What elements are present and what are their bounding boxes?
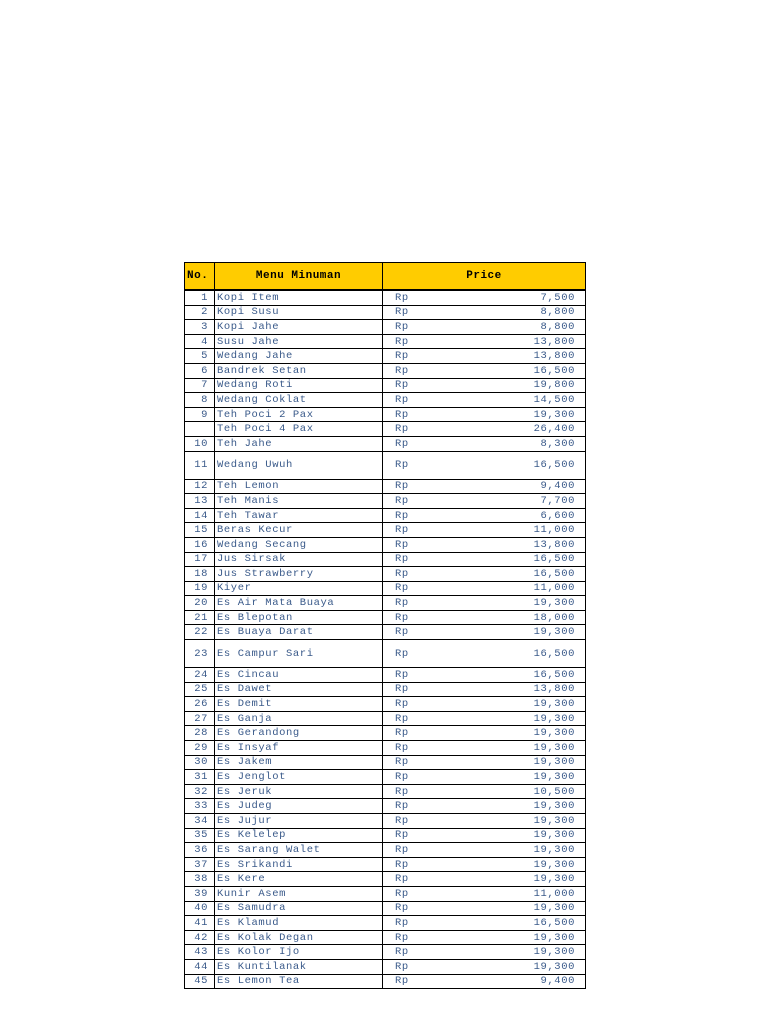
row-currency: Rp bbox=[383, 567, 423, 582]
table-row bbox=[185, 814, 586, 829]
row-price: 11,000 bbox=[423, 523, 586, 538]
table-row bbox=[185, 451, 586, 479]
row-menu-name: Es Ganja bbox=[215, 711, 383, 726]
row-price: 16,500 bbox=[423, 363, 586, 378]
table-row bbox=[185, 930, 586, 945]
row-number bbox=[185, 422, 215, 437]
row-menu-name: Kiyer bbox=[215, 581, 383, 596]
row-menu-name: Beras Kecur bbox=[215, 523, 383, 538]
row-menu-name: Es Lemon Tea bbox=[215, 974, 383, 989]
row-currency: Rp bbox=[383, 799, 423, 814]
row-menu-name: Es Jujur bbox=[215, 814, 383, 829]
table-row bbox=[185, 682, 586, 697]
row-currency: Rp bbox=[383, 349, 423, 364]
table-row bbox=[185, 567, 586, 582]
row-currency: Rp bbox=[383, 726, 423, 741]
row-number: 36 bbox=[185, 843, 215, 858]
row-currency: Rp bbox=[383, 407, 423, 422]
row-number: 25 bbox=[185, 682, 215, 697]
row-price: 16,500 bbox=[423, 451, 586, 479]
row-price: 8,800 bbox=[423, 320, 586, 335]
table-body bbox=[185, 290, 586, 989]
row-currency: Rp bbox=[383, 596, 423, 611]
row-number: 19 bbox=[185, 581, 215, 596]
row-menu-name: Teh Manis bbox=[215, 494, 383, 509]
row-price: 26,400 bbox=[423, 422, 586, 437]
row-currency: Rp bbox=[383, 974, 423, 989]
row-currency: Rp bbox=[383, 857, 423, 872]
table-row bbox=[185, 843, 586, 858]
row-currency: Rp bbox=[383, 930, 423, 945]
table-row bbox=[185, 901, 586, 916]
table-row bbox=[185, 320, 586, 335]
row-price: 19,300 bbox=[423, 770, 586, 785]
row-number: 17 bbox=[185, 552, 215, 567]
row-price: 19,300 bbox=[423, 828, 586, 843]
row-number: 30 bbox=[185, 755, 215, 770]
table-row bbox=[185, 625, 586, 640]
table-row bbox=[185, 959, 586, 974]
row-menu-name: Es Air Mata Buaya bbox=[215, 596, 383, 611]
row-menu-name: Kunir Asem bbox=[215, 886, 383, 901]
row-price: 19,300 bbox=[423, 697, 586, 712]
row-currency: Rp bbox=[383, 436, 423, 451]
row-currency: Rp bbox=[383, 479, 423, 494]
table-header-row bbox=[185, 263, 586, 291]
row-currency: Rp bbox=[383, 784, 423, 799]
row-menu-name: Es Blepotan bbox=[215, 610, 383, 625]
row-currency: Rp bbox=[383, 886, 423, 901]
table-row bbox=[185, 537, 586, 552]
row-price: 8,300 bbox=[423, 436, 586, 451]
row-number: 23 bbox=[185, 640, 215, 668]
row-menu-name: Bandrek Setan bbox=[215, 363, 383, 378]
row-menu-name: Teh Jahe bbox=[215, 436, 383, 451]
row-number: 31 bbox=[185, 770, 215, 785]
row-number: 39 bbox=[185, 886, 215, 901]
row-menu-name: Es Sarang Walet bbox=[215, 843, 383, 858]
row-menu-name: Jus Sirsak bbox=[215, 552, 383, 567]
row-currency: Rp bbox=[383, 741, 423, 756]
column-header-menu: Menu Minuman bbox=[215, 263, 383, 291]
row-currency: Rp bbox=[383, 668, 423, 683]
table-row bbox=[185, 363, 586, 378]
row-menu-name: Es Kelelep bbox=[215, 828, 383, 843]
row-menu-name: Es Campur Sari bbox=[215, 640, 383, 668]
table-row bbox=[185, 697, 586, 712]
table-row bbox=[185, 581, 586, 596]
row-number: 20 bbox=[185, 596, 215, 611]
row-price: 19,300 bbox=[423, 755, 586, 770]
row-number: 16 bbox=[185, 537, 215, 552]
row-currency: Rp bbox=[383, 682, 423, 697]
row-menu-name: Teh Lemon bbox=[215, 479, 383, 494]
table-row bbox=[185, 479, 586, 494]
row-number: 15 bbox=[185, 523, 215, 538]
row-currency: Rp bbox=[383, 494, 423, 509]
row-number: 13 bbox=[185, 494, 215, 509]
row-price: 19,300 bbox=[423, 959, 586, 974]
row-price: 11,000 bbox=[423, 581, 586, 596]
row-price: 16,500 bbox=[423, 916, 586, 931]
row-number: 5 bbox=[185, 349, 215, 364]
row-price: 19,300 bbox=[423, 799, 586, 814]
row-price: 19,300 bbox=[423, 625, 586, 640]
row-currency: Rp bbox=[383, 393, 423, 408]
row-currency: Rp bbox=[383, 552, 423, 567]
row-price: 19,300 bbox=[423, 930, 586, 945]
row-price: 18,000 bbox=[423, 610, 586, 625]
table-row bbox=[185, 407, 586, 422]
row-price: 7,700 bbox=[423, 494, 586, 509]
row-menu-name: Es Kuntilanak bbox=[215, 959, 383, 974]
row-menu-name: Es Kolak Degan bbox=[215, 930, 383, 945]
row-menu-name: Wedang Jahe bbox=[215, 349, 383, 364]
table-row bbox=[185, 784, 586, 799]
row-menu-name: Kopi Item bbox=[215, 290, 383, 305]
row-number: 2 bbox=[185, 305, 215, 320]
row-currency: Rp bbox=[383, 755, 423, 770]
row-currency: Rp bbox=[383, 843, 423, 858]
row-number: 37 bbox=[185, 857, 215, 872]
row-menu-name: Es Klamud bbox=[215, 916, 383, 931]
row-currency: Rp bbox=[383, 422, 423, 437]
table-row bbox=[185, 711, 586, 726]
table-row bbox=[185, 668, 586, 683]
row-number: 44 bbox=[185, 959, 215, 974]
row-menu-name: Jus Strawberry bbox=[215, 567, 383, 582]
column-header-no: No. bbox=[185, 263, 215, 291]
table-row bbox=[185, 640, 586, 668]
row-menu-name: Susu Jahe bbox=[215, 334, 383, 349]
row-menu-name: Kopi Susu bbox=[215, 305, 383, 320]
table-row bbox=[185, 422, 586, 437]
row-number: 32 bbox=[185, 784, 215, 799]
row-price: 19,300 bbox=[423, 872, 586, 887]
table-row bbox=[185, 378, 586, 393]
row-currency: Rp bbox=[383, 814, 423, 829]
table-row bbox=[185, 494, 586, 509]
row-number: 38 bbox=[185, 872, 215, 887]
row-menu-name: Wedang Coklat bbox=[215, 393, 383, 408]
row-price: 13,800 bbox=[423, 682, 586, 697]
row-number: 4 bbox=[185, 334, 215, 349]
row-menu-name: Wedang Roti bbox=[215, 378, 383, 393]
row-number: 28 bbox=[185, 726, 215, 741]
table-row bbox=[185, 552, 586, 567]
row-price: 16,500 bbox=[423, 552, 586, 567]
row-number: 29 bbox=[185, 741, 215, 756]
row-menu-name: Teh Tawar bbox=[215, 508, 383, 523]
row-menu-name: Teh Poci 4 Pax bbox=[215, 422, 383, 437]
row-number: 24 bbox=[185, 668, 215, 683]
row-number: 42 bbox=[185, 930, 215, 945]
row-menu-name: Wedang Secang bbox=[215, 537, 383, 552]
row-price: 14,500 bbox=[423, 393, 586, 408]
row-menu-name: Kopi Jahe bbox=[215, 320, 383, 335]
row-menu-name: Es Kere bbox=[215, 872, 383, 887]
table-row bbox=[185, 305, 586, 320]
row-currency: Rp bbox=[383, 451, 423, 479]
row-price: 16,500 bbox=[423, 640, 586, 668]
row-number: 11 bbox=[185, 451, 215, 479]
row-number: 27 bbox=[185, 711, 215, 726]
table-row bbox=[185, 886, 586, 901]
row-currency: Rp bbox=[383, 872, 423, 887]
row-price: 19,800 bbox=[423, 378, 586, 393]
table-row bbox=[185, 349, 586, 364]
table-row bbox=[185, 334, 586, 349]
column-header-price: Price bbox=[383, 263, 586, 291]
row-menu-name: Es Jakem bbox=[215, 755, 383, 770]
row-currency: Rp bbox=[383, 916, 423, 931]
row-number: 22 bbox=[185, 625, 215, 640]
row-price: 16,500 bbox=[423, 567, 586, 582]
row-number: 9 bbox=[185, 407, 215, 422]
row-currency: Rp bbox=[383, 508, 423, 523]
row-menu-name: Es Jenglot bbox=[215, 770, 383, 785]
row-currency: Rp bbox=[383, 625, 423, 640]
row-currency: Rp bbox=[383, 901, 423, 916]
row-price: 10,500 bbox=[423, 784, 586, 799]
row-number: 43 bbox=[185, 945, 215, 960]
row-number: 21 bbox=[185, 610, 215, 625]
row-price: 19,300 bbox=[423, 814, 586, 829]
row-menu-name: Es Cincau bbox=[215, 668, 383, 683]
row-number: 10 bbox=[185, 436, 215, 451]
row-menu-name: Es Srikandi bbox=[215, 857, 383, 872]
row-currency: Rp bbox=[383, 945, 423, 960]
row-price: 19,300 bbox=[423, 741, 586, 756]
row-number: 45 bbox=[185, 974, 215, 989]
row-price: 19,300 bbox=[423, 596, 586, 611]
row-price: 19,300 bbox=[423, 843, 586, 858]
row-price: 19,300 bbox=[423, 945, 586, 960]
row-number: 18 bbox=[185, 567, 215, 582]
row-menu-name: Es Buaya Darat bbox=[215, 625, 383, 640]
row-price: 6,600 bbox=[423, 508, 586, 523]
row-price: 19,300 bbox=[423, 901, 586, 916]
row-price: 9,400 bbox=[423, 479, 586, 494]
table-row bbox=[185, 755, 586, 770]
table-row bbox=[185, 436, 586, 451]
table-row bbox=[185, 799, 586, 814]
row-price: 19,300 bbox=[423, 857, 586, 872]
table-row bbox=[185, 610, 586, 625]
row-currency: Rp bbox=[383, 334, 423, 349]
row-currency: Rp bbox=[383, 828, 423, 843]
table-row bbox=[185, 945, 586, 960]
table-row bbox=[185, 741, 586, 756]
row-price: 13,800 bbox=[423, 537, 586, 552]
row-menu-name: Es Samudra bbox=[215, 901, 383, 916]
row-number: 3 bbox=[185, 320, 215, 335]
row-number: 8 bbox=[185, 393, 215, 408]
row-menu-name: Es Demit bbox=[215, 697, 383, 712]
row-price: 16,500 bbox=[423, 668, 586, 683]
row-number: 7 bbox=[185, 378, 215, 393]
table-row bbox=[185, 596, 586, 611]
row-currency: Rp bbox=[383, 581, 423, 596]
table-row bbox=[185, 508, 586, 523]
row-number: 40 bbox=[185, 901, 215, 916]
drinks-menu-table bbox=[184, 262, 586, 989]
row-number: 12 bbox=[185, 479, 215, 494]
row-number: 6 bbox=[185, 363, 215, 378]
table-row bbox=[185, 290, 586, 305]
row-number: 33 bbox=[185, 799, 215, 814]
row-currency: Rp bbox=[383, 290, 423, 305]
row-menu-name: Es Gerandong bbox=[215, 726, 383, 741]
row-price: 9,400 bbox=[423, 974, 586, 989]
row-currency: Rp bbox=[383, 640, 423, 668]
row-number: 14 bbox=[185, 508, 215, 523]
row-number: 34 bbox=[185, 814, 215, 829]
table-row bbox=[185, 916, 586, 931]
table-row bbox=[185, 726, 586, 741]
table-row bbox=[185, 872, 586, 887]
row-menu-name: Es Kolor Ijo bbox=[215, 945, 383, 960]
row-currency: Rp bbox=[383, 363, 423, 378]
row-price: 13,800 bbox=[423, 349, 586, 364]
table-row bbox=[185, 857, 586, 872]
row-price: 7,500 bbox=[423, 290, 586, 305]
row-price: 19,300 bbox=[423, 726, 586, 741]
row-menu-name: Teh Poci 2 Pax bbox=[215, 407, 383, 422]
row-currency: Rp bbox=[383, 523, 423, 538]
row-currency: Rp bbox=[383, 320, 423, 335]
row-currency: Rp bbox=[383, 770, 423, 785]
row-price: 13,800 bbox=[423, 334, 586, 349]
row-price: 19,300 bbox=[423, 711, 586, 726]
row-menu-name: Es Judeg bbox=[215, 799, 383, 814]
row-currency: Rp bbox=[383, 711, 423, 726]
table-row bbox=[185, 770, 586, 785]
row-currency: Rp bbox=[383, 697, 423, 712]
row-menu-name: Es Dawet bbox=[215, 682, 383, 697]
row-currency: Rp bbox=[383, 959, 423, 974]
row-number: 41 bbox=[185, 916, 215, 931]
table-row bbox=[185, 393, 586, 408]
table-row bbox=[185, 523, 586, 538]
row-number: 26 bbox=[185, 697, 215, 712]
row-currency: Rp bbox=[383, 537, 423, 552]
row-currency: Rp bbox=[383, 610, 423, 625]
row-price: 19,300 bbox=[423, 407, 586, 422]
row-price: 8,800 bbox=[423, 305, 586, 320]
row-number: 1 bbox=[185, 290, 215, 305]
table-row bbox=[185, 974, 586, 989]
row-menu-name: Es Jeruk bbox=[215, 784, 383, 799]
table-row bbox=[185, 828, 586, 843]
row-menu-name: Wedang Uwuh bbox=[215, 451, 383, 479]
row-currency: Rp bbox=[383, 378, 423, 393]
row-price: 11,000 bbox=[423, 886, 586, 901]
row-currency: Rp bbox=[383, 305, 423, 320]
row-number: 35 bbox=[185, 828, 215, 843]
row-menu-name: Es Insyaf bbox=[215, 741, 383, 756]
